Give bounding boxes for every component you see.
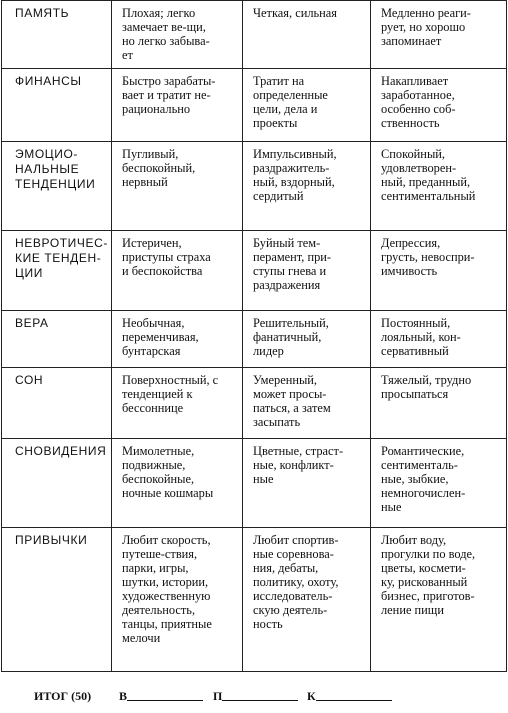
v-label: В <box>119 689 128 703</box>
v-total <box>119 689 127 704</box>
k-blank[interactable] <box>316 689 392 701</box>
cell-p: Четкая, сильная <box>243 1 371 69</box>
cell-v: Любит скорость, путеше-ствия, парки, игры, шутки, истории, художественную деятельность, танцы, приятные мелочи <box>112 528 243 672</box>
row-category: СОН <box>2 368 112 439</box>
table-row <box>2 1 507 69</box>
cell-p: Буйный тем- перамент, при- ступы гнева и раздражения <box>243 231 371 311</box>
cell-v: Мимолетные, подвижные, беспокойные, ночные кошмары <box>112 439 243 528</box>
table-row <box>2 311 507 368</box>
cell-k: Депрессия, грусть, невоспри- имчивость <box>371 231 507 311</box>
k-total <box>307 689 316 704</box>
cell-v: Плохая; легко замечает ве-щи, но легко забыва- ет <box>112 1 243 69</box>
cell-k: Накапливает заработанное, особенно соб- ственность <box>371 69 507 142</box>
cell-p: Любит спортив- ные соревнова- ния, дебаты, политику, охоту, исследователь- скую деятель- ность <box>243 528 371 672</box>
total-label: ИТОГ (50) <box>34 689 92 703</box>
cell-v: Поверхностный, с тенденцией к бессоннице <box>112 368 243 439</box>
cell-p: Импульсивный, раздражитель- ный, вздорный, сердитый <box>243 142 371 231</box>
cell-k: Спокойный, удовлетворен- ный, преданный, сентиментальный <box>371 142 507 231</box>
cell-v: Пугливый, беспокойный, нервный <box>112 142 243 231</box>
row-category: НЕВРОТИЧЕС- КИЕ ТЕНДЕН- ЦИИ <box>2 231 112 311</box>
k-label: К <box>307 689 316 703</box>
cell-p: Тратит на определенные цели, дела и проекты <box>243 69 371 142</box>
cell-k: Любит воду, прогулки по воде, цветы, космети- ку, рискованный бизнес, приготов- ление пищи <box>371 528 507 672</box>
row-category: ФИНАНСЫ <box>2 69 112 142</box>
dosha-table <box>1 0 507 672</box>
cell-k: Медленно реаги- рует, но хорошо запоминает <box>371 1 507 69</box>
cell-v: Истеричен, приступы страха и беспокойства <box>112 231 243 311</box>
p-label: П <box>213 689 223 703</box>
cell-v: Необычная, переменчивая, бунтарская <box>112 311 243 368</box>
table-row <box>2 439 507 528</box>
table-row <box>2 231 507 311</box>
cell-k: Тяжелый, трудно просыпаться <box>371 368 507 439</box>
p-total <box>213 689 222 704</box>
row-category: ВЕРА <box>2 311 112 368</box>
v-blank[interactable] <box>127 689 203 701</box>
cell-k: Постоянный, лояльный, кон- сервативный <box>371 311 507 368</box>
table-row <box>2 368 507 439</box>
row-category: ПРИВЫЧКИ <box>2 528 112 672</box>
cell-k: Романтические, сентименталь- ные, зыбкие, немногочислен- ные <box>371 439 507 528</box>
cell-p: Решительный, фанатичный, лидер <box>243 311 371 368</box>
cell-p: Умеренный, может просы- паться, а затем засыпать <box>243 368 371 439</box>
table-row <box>2 69 507 142</box>
row-category: СНОВИДЕНИЯ <box>2 439 112 528</box>
p-blank[interactable] <box>222 689 298 701</box>
row-category: ЭМОЦИО- НАЛЬНЫЕ ТЕНДЕНЦИИ <box>2 142 112 231</box>
row-category: ПАМЯТЬ <box>2 1 112 69</box>
table-row <box>2 528 507 672</box>
table-row <box>2 142 507 231</box>
cell-v: Быстро зарабаты- вает и тратит не- рационально <box>112 69 243 142</box>
cell-p: Цветные, страст- ные, конфликт- ные <box>243 439 371 528</box>
